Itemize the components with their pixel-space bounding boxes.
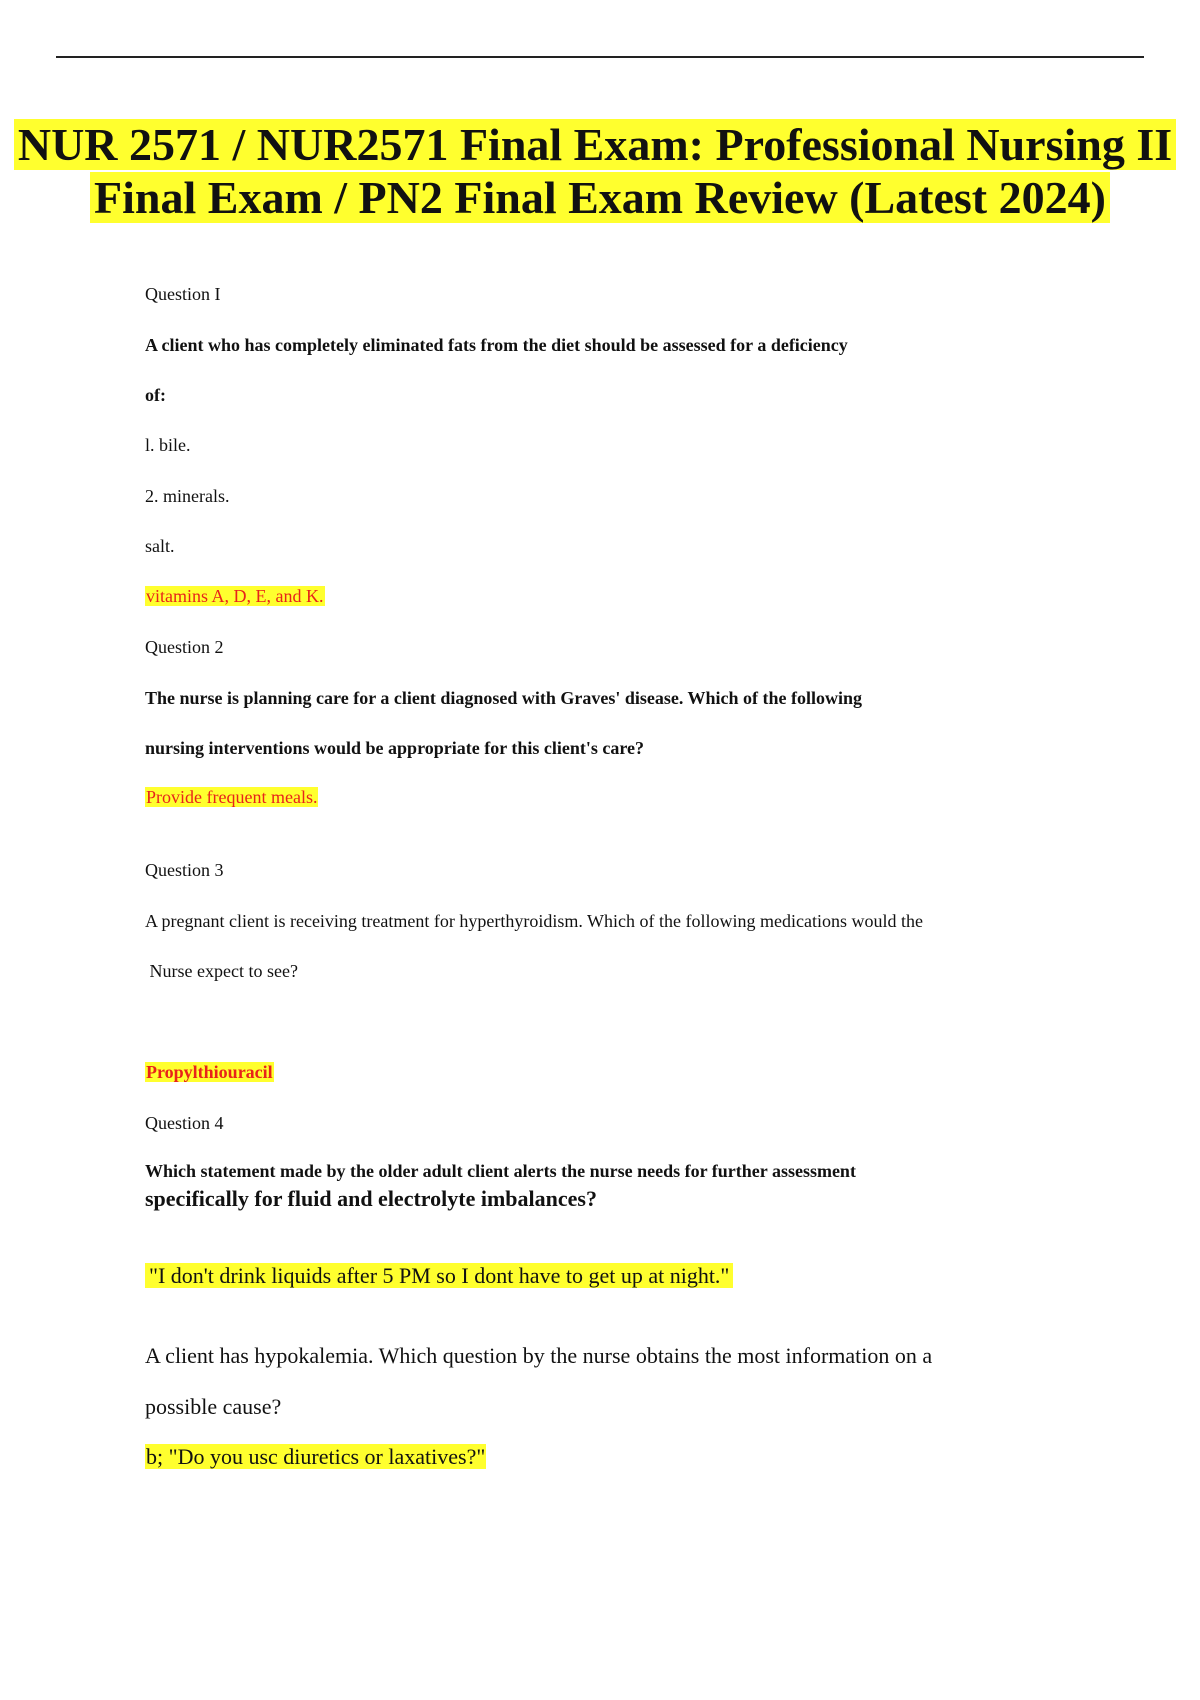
question-4-stem-line-1: Which statement made by the older adult client alerts the nurse needs for further assessment bbox=[145, 1161, 856, 1181]
question-5-stem-line-2: possible cause? bbox=[145, 1394, 282, 1419]
question-2-stem-line-2: nursing interventions would be appropriate for this client's care? bbox=[145, 738, 645, 758]
question-3-stem-line-1: A pregnant client is receiving treatment for hyperthyroidism. Which of the following medications would the bbox=[145, 911, 923, 931]
question-4-label: Question 4 bbox=[145, 1113, 224, 1133]
question-1-option-1: l. bile. bbox=[145, 435, 191, 455]
question-5-stem-line-1: A client has hypokalemia. Which question by the nurse obtains the most information on a bbox=[145, 1343, 933, 1368]
question-2-answer: Provide frequent meals. bbox=[146, 787, 318, 807]
question-5-answer: b; "Do you usc diuretics or laxatives?" bbox=[146, 1444, 486, 1469]
question-1-answer: vitamins A, D, E, and K. bbox=[146, 586, 324, 606]
question-4-answer: "I don't drink liquids after 5 PM so I dont have to get up at night." bbox=[145, 1263, 733, 1288]
question-3-answer: Propylthiouracil bbox=[146, 1062, 273, 1082]
question-3-label: Question 3 bbox=[145, 860, 224, 880]
title-line-1: NUR 2571 / NUR2571 Final Exam: Professional Nursing II bbox=[14, 119, 1176, 170]
title-line-2: Final Exam / PN2 Final Exam Review (Latest 2024) bbox=[90, 172, 1110, 223]
question-4-stem-line-2: specifically for fluid and electrolyte imbalances? bbox=[145, 1186, 597, 1211]
question-1-option-3: salt. bbox=[145, 536, 175, 556]
question-2-label: Question 2 bbox=[145, 637, 224, 657]
question-3-stem-line-2: Nurse expect to see? bbox=[145, 961, 298, 981]
question-1-option-2: 2. minerals. bbox=[145, 486, 230, 506]
document-title bbox=[0, 118, 1200, 224]
question-1-stem-line-1: A client who has completely eliminated fats from the diet should be assessed for a deficiency bbox=[145, 335, 848, 355]
question-1-label: Question I bbox=[145, 284, 221, 304]
question-1-stem-line-2: of: bbox=[145, 385, 166, 405]
top-rule bbox=[56, 56, 1144, 58]
question-2-stem-line-1: The nurse is planning care for a client diagnosed with Graves' disease. Which of the following bbox=[145, 688, 863, 708]
